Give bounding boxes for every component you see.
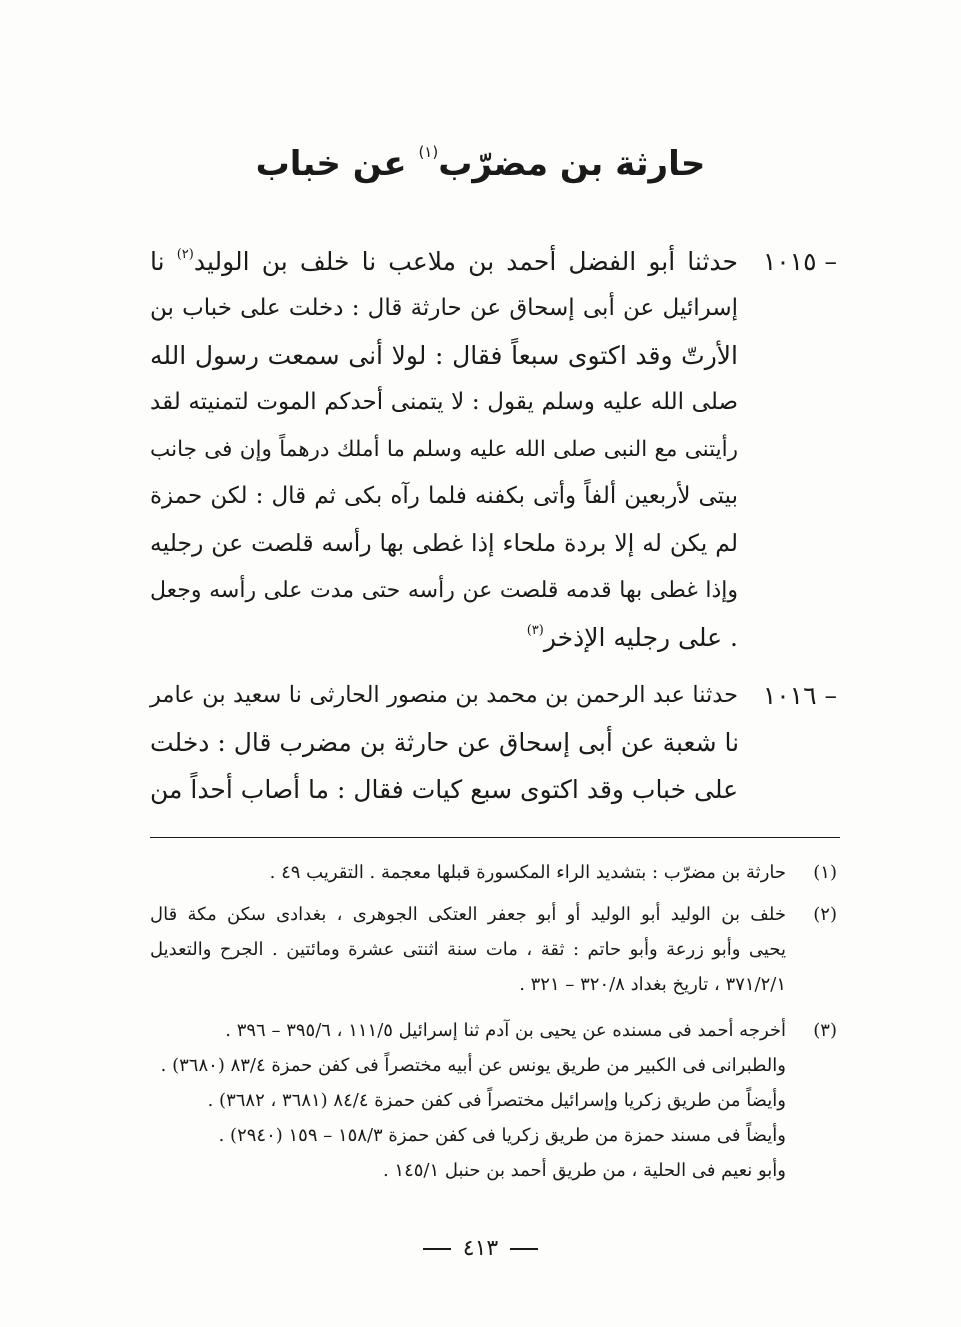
footnote-line: خلف بن الوليد أبو الوليد أو أبو جعفر العتكى الجوهرى ، بغدادى سكن مكة قال bbox=[150, 904, 786, 925]
footnote-ref: (٣) bbox=[526, 623, 544, 638]
hadith-line: لم يكن له إلا بردة ملحاء إذا غطى بها رأسه قلصت عن رجليه bbox=[150, 529, 738, 557]
chapter-title bbox=[0, 142, 961, 186]
hadith-line: حدثنا أبو الفضل أحمد بن ملاعب نا خلف بن الوليد$^{(٢)}$ نا bbox=[150, 247, 738, 276]
hadith-line: نا شعبة عن أبى إسحاق عن حارثة بن مضرب قال : دخلت bbox=[150, 728, 740, 757]
footnote-line: وأبو نعيم فى الحلية ، من طريق أحمد بن حنبل ١٤٥/١ . bbox=[382, 1160, 786, 1181]
footnote-number: (٢) bbox=[813, 904, 837, 925]
dash-ornament bbox=[510, 1248, 538, 1250]
footnote-divider bbox=[150, 837, 840, 838]
hadith-line: الأرتّ وقد اكتوى سبعاً فقال : لولا أنى سمعت رسول الله bbox=[150, 341, 738, 370]
page-number-text: ٤١٣ bbox=[462, 1236, 499, 1261]
footnote-number: (١) bbox=[813, 862, 837, 883]
footnote-line: وأيضاً فى مسند حمزة من طريق زكريا فى كفن حمزة ١٥٨/٣ – ١٥٩ (٢٩٤٠) . bbox=[218, 1125, 786, 1146]
hadith-line: بيتى لأربعين ألفاً وأتى بكفنه فلما رآه بكى ثم قال : لكن حمزة bbox=[150, 483, 738, 509]
hadith-line: حدثنا عبد الرحمن بن محمد بن منصور الحارثى نا سعيد بن عامر bbox=[150, 682, 738, 708]
hadith-number: ١٠١٦ – bbox=[762, 681, 837, 710]
footnote-number: (٣) bbox=[813, 1020, 837, 1041]
hadith-line: إسرائيل عن أبى إسحاق عن حارثة قال : دخلت على خباب بن bbox=[150, 295, 738, 321]
page-number bbox=[0, 1232, 961, 1266]
footnote-line: حارثة بن مضرّب : بتشديد الراء المكسورة قبلها معجمة . التقريب ٤٩ . bbox=[269, 862, 786, 883]
chapter-title-text: حارثة بن مضرّب bbox=[438, 144, 706, 184]
hadith-line: وإذا غطى بها قدمه قلصت عن رأسه حتى مدت على رأسه وجعل bbox=[150, 578, 738, 603]
chapter-title-text-end: عن خباب bbox=[255, 144, 419, 184]
hadith-line: رأيتنى مع النبى صلى الله عليه وسلم ما أملك درهماً وإن فى جانب bbox=[150, 437, 738, 462]
hadith-line: على خباب وقد اكتوى سبع كيات فقال : ما أصاب أحداً من bbox=[150, 775, 739, 804]
dash-ornament bbox=[423, 1248, 451, 1250]
hadith-number: ١٠١٥ – bbox=[762, 247, 837, 276]
footnote-line: وأيضاً من طريق زكريا وإسرائيل مختصراً فى كفن حمزة ٨٤/٤ (٣٦٨١ ، ٣٦٨٢) . bbox=[207, 1090, 786, 1111]
hadith-line: صلى الله عليه وسلم يقول : لا يتمنى أحدكم الموت لتمنيته لقد bbox=[150, 389, 738, 415]
hadith-line: على رجليه الإذخر$^{(٣)}$ . bbox=[526, 623, 738, 652]
footnote-line: والطبرانى فى الكبير من طريق يونس عن أبيه مختصراً فى كفن حمزة ٨٣/٤ (٣٦٨٠) . bbox=[160, 1055, 786, 1076]
footnote-line: ٣٧١/٢/١ ، تاريخ بغداد ٣٢٠/٨ – ٣٢١ . bbox=[519, 974, 786, 995]
footnote-ref: (١) bbox=[418, 143, 439, 161]
footnote-line: أخرجه أحمد فى مسنده عن يحيى بن آدم ثنا إسرائيل ١١١/٥ ، ٣٩٥/٦ – ٣٩٦ . bbox=[225, 1020, 786, 1041]
footnote-line: يحيى وأبو زرعة وأبو حاتم : ثقة ، مات سنة اثنتى عشرة ومائتين . الجرح والتعديل bbox=[150, 939, 786, 960]
footnote-ref: (٢) bbox=[176, 247, 194, 262]
